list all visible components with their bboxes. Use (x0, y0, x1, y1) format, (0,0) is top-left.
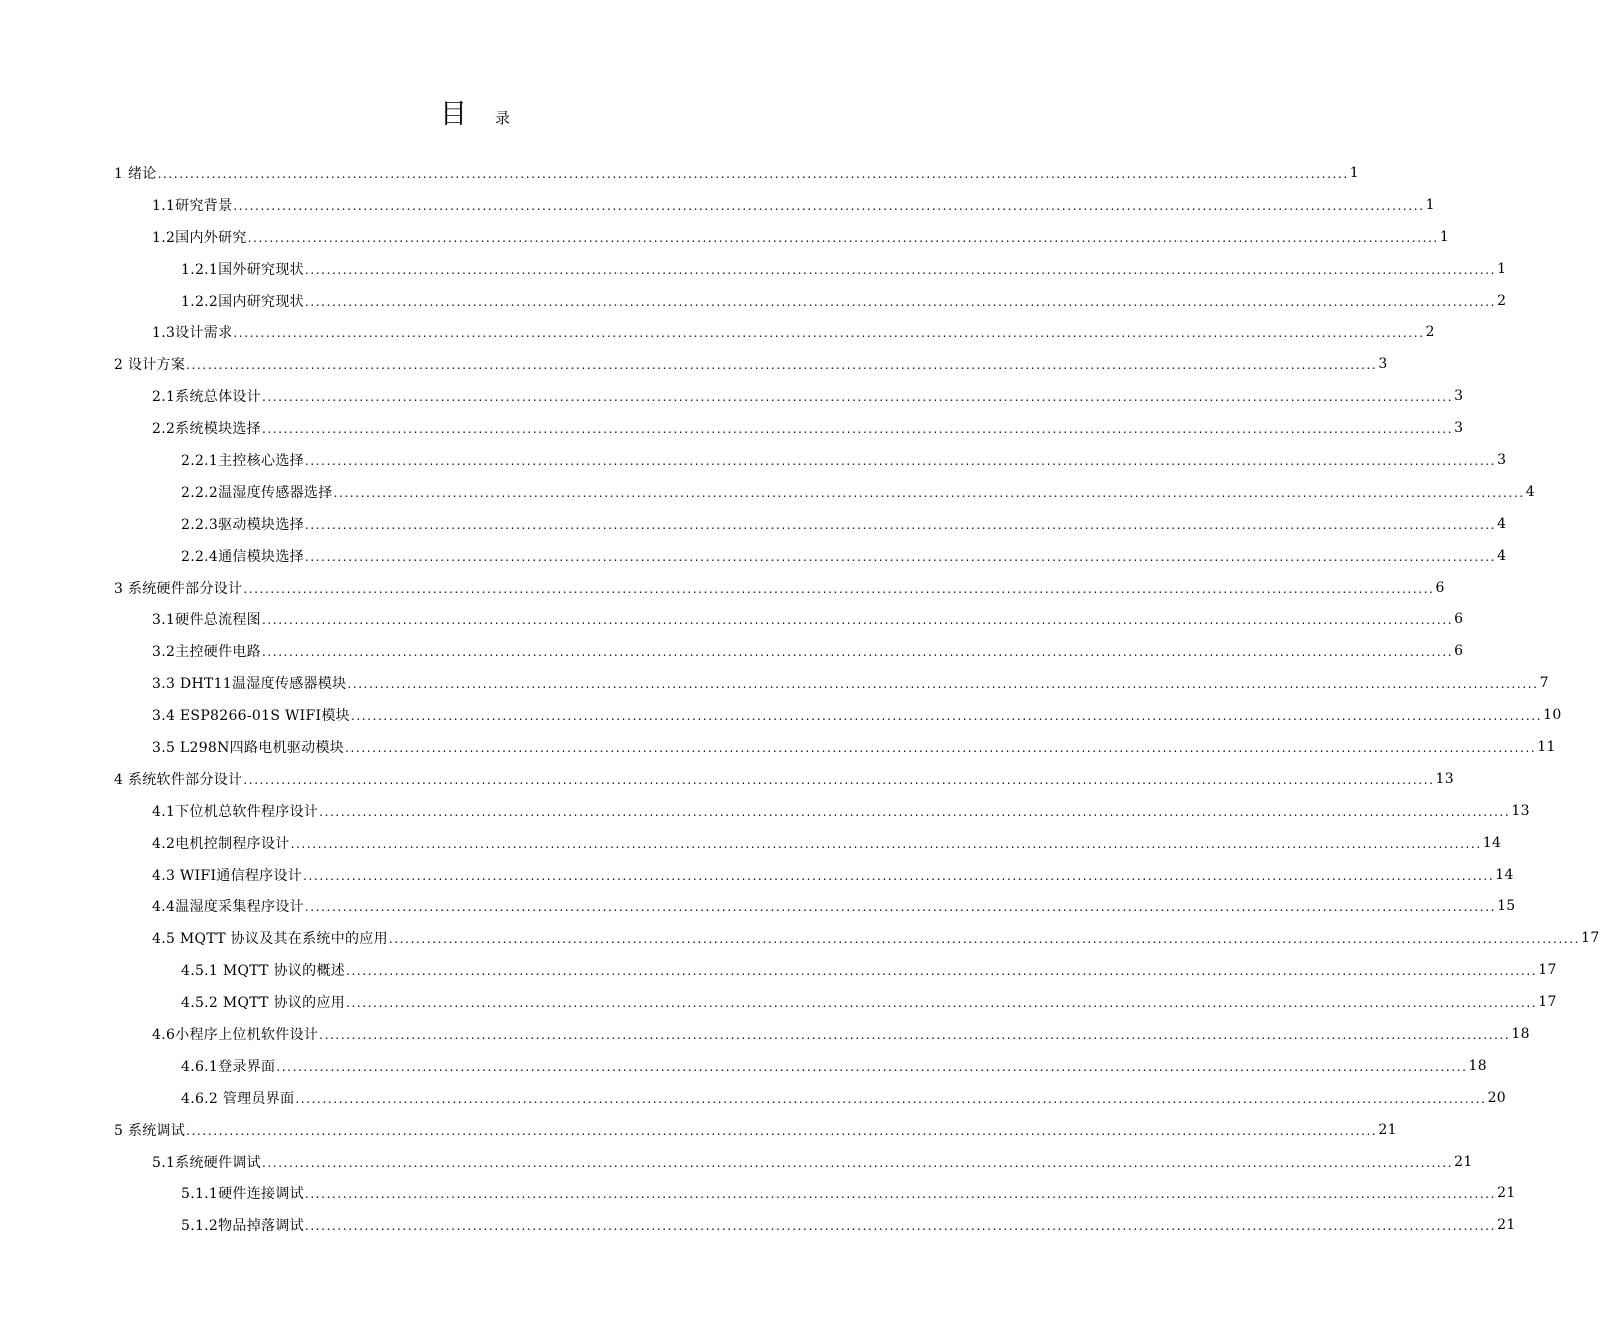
toc-entry-title: 4.6.2 管理员界面 (181, 1090, 295, 1107)
toc-entry-title: 1.2.1国外研究现状 (181, 261, 304, 278)
toc-entry-title: 3 系统硬件部分设计 (114, 580, 243, 597)
toc-dot-leader: ............................................................................................................................................................................................................................ (243, 772, 1435, 787)
toc-dot-leader: ............................................................................................................................................................................................................................ (346, 964, 1538, 979)
toc-entry-title: 5.1.1硬件连接调试 (181, 1186, 304, 1203)
toc-page-number: 17 (1538, 962, 1557, 979)
toc-page-number: 3 (1497, 451, 1507, 468)
toc-entry-level-3[interactable] (0, 1082, 1506, 1114)
toc-entry-level-2[interactable] (0, 189, 1435, 221)
toc-entry-level-3[interactable] (0, 444, 1507, 476)
toc-dot-leader: ............................................................................................................................................................................................................................ (304, 1187, 1497, 1202)
toc-entry-title: 4.2电机控制程序设计 (152, 835, 290, 852)
toc-entry-title: 1.3设计需求 (152, 325, 233, 342)
toc-dot-leader: ............................................................................................................................................................................................................................ (243, 581, 1435, 596)
toc-page-number: 3 (1454, 388, 1464, 405)
toc-page-number: 6 (1435, 579, 1445, 596)
toc-entry-level-1[interactable] (0, 572, 1445, 604)
toc-entry-level-2[interactable] (0, 890, 1516, 922)
toc-entry-level-3[interactable] (0, 476, 1535, 508)
toc-page-number: 2 (1425, 324, 1435, 341)
title-char-big: 目 (439, 99, 467, 130)
toc-page-number: 4 (1497, 515, 1507, 532)
toc-entry-level-3[interactable] (0, 285, 1507, 317)
toc-page-number: 7 (1539, 675, 1549, 692)
toc-dot-leader: ............................................................................................................................................................................................................................ (333, 485, 1525, 500)
toc-entry-title: 2.2.3驱动模块选择 (181, 516, 304, 533)
toc-entry-title: 4.5.1 MQTT 协议的概述 (181, 963, 346, 980)
toc-page-number: 17 (1581, 930, 1600, 947)
toc-entry-level-3[interactable] (0, 1050, 1487, 1082)
toc-entry-title: 3.1硬件总流程图 (152, 612, 261, 629)
toc-page-number: 14 (1495, 866, 1514, 883)
toc-entry-level-2[interactable] (0, 380, 1464, 412)
toc-dot-leader: ............................................................................................................................................................................................................................ (233, 326, 1425, 341)
toc-dot-leader: ............................................................................................................................................................................................................................ (261, 390, 1454, 405)
toc-entry-title: 1.2.2国内研究现状 (181, 293, 304, 310)
toc-entry-level-2[interactable] (0, 412, 1464, 444)
toc-entry-title: 5.1.2物品掉落调试 (181, 1218, 304, 1235)
toc-entry-level-2[interactable] (0, 635, 1464, 667)
toc-dot-leader: ............................................................................................................................................................................................................................ (304, 517, 1497, 532)
toc-entry-level-2[interactable] (0, 795, 1530, 827)
toc-page-number: 15 (1497, 898, 1516, 915)
toc-entry-title: 3.5 L298N四路电机驱动模块 (152, 739, 345, 756)
toc-dot-leader: ............................................................................................................................................................................................................................ (350, 709, 1543, 724)
toc-entry-title: 3.3 DHT11温湿度传感器模块 (152, 676, 347, 693)
toc-entry-level-2[interactable] (0, 667, 1549, 699)
toc-entry-title: 3.2主控硬件电路 (152, 644, 261, 661)
toc-entry-level-2[interactable] (0, 699, 1562, 731)
toc-entry-level-1[interactable] (0, 1114, 1397, 1146)
table-of-contents (0, 157, 1600, 1241)
toc-dot-leader: ............................................................................................................................................................................................................................ (261, 1155, 1454, 1170)
toc-entry-level-3[interactable] (0, 954, 1557, 986)
toc-dot-leader: ............................................................................................................................................................................................................................ (303, 868, 1495, 883)
toc-entry-level-1[interactable] (0, 348, 1388, 380)
toc-dot-leader: ............................................................................................................................................................................................................................ (345, 740, 1537, 755)
toc-entry-level-2[interactable] (0, 316, 1435, 348)
toc-page-number: 20 (1487, 1089, 1506, 1106)
toc-page-number: 13 (1435, 770, 1454, 787)
toc-entry-title: 1 绪论 (114, 165, 157, 182)
toc-page-number: 6 (1454, 643, 1464, 660)
toc-entry-level-2[interactable] (0, 1018, 1530, 1050)
toc-entry-title: 4.6小程序上位机软件设计 (152, 1026, 319, 1043)
toc-page-number: 3 (1454, 420, 1464, 437)
toc-dot-leader: ............................................................................................................................................................................................................................ (261, 422, 1454, 437)
toc-page-number: 4 (1525, 483, 1535, 500)
toc-entry-level-3[interactable] (0, 1209, 1516, 1241)
page-title (0, 92, 950, 131)
toc-entry-title: 2.2.2温湿度传感器选择 (181, 484, 333, 501)
title-char-small: 录 (494, 109, 510, 127)
toc-page-number: 6 (1454, 611, 1464, 628)
toc-dot-leader: ............................................................................................................................................................................................................................ (388, 932, 1581, 947)
toc-dot-leader: ............................................................................................................................................................................................................................ (261, 645, 1454, 660)
toc-page-number: 18 (1468, 1057, 1487, 1074)
toc-entry-title: 3.4 ESP8266-01S WIFI模块 (152, 708, 350, 725)
toc-dot-leader: ............................................................................................................................................................................................................................ (304, 1219, 1497, 1234)
toc-entry-level-3[interactable] (0, 986, 1557, 1018)
toc-entry-title: 4.5 MQTT 协议及其在系统中的应用 (152, 931, 388, 948)
toc-entry-level-2[interactable] (0, 859, 1514, 891)
toc-entry-level-2[interactable] (0, 922, 1600, 954)
toc-page-number: 21 (1378, 1121, 1397, 1138)
toc-dot-leader: ............................................................................................................................................................................................................................ (304, 900, 1497, 915)
toc-dot-leader: ............................................................................................................................................................................................................................ (186, 1123, 1378, 1138)
toc-entry-title: 1.1研究背景 (152, 197, 233, 214)
toc-dot-leader: ............................................................................................................................................................................................................................ (304, 453, 1497, 468)
toc-dot-leader: ............................................................................................................................................................................................................................ (319, 804, 1511, 819)
toc-dot-leader: ............................................................................................................................................................................................................................ (157, 166, 1349, 181)
toc-page-number: 4 (1497, 547, 1507, 564)
toc-entry-level-3[interactable] (0, 253, 1507, 285)
toc-entry-level-3[interactable] (0, 508, 1507, 540)
toc-page-number: 13 (1511, 802, 1530, 819)
toc-dot-leader: ............................................................................................................................................................................................................................ (261, 613, 1454, 628)
toc-page-number: 1 (1349, 164, 1359, 181)
toc-dot-leader: ............................................................................................................................................................................................................................ (347, 677, 1539, 692)
toc-dot-leader: ............................................................................................................................................................................................................................ (276, 1059, 1468, 1074)
toc-page-number: 21 (1497, 1185, 1516, 1202)
toc-entry-level-2[interactable] (0, 1146, 1473, 1178)
toc-page-number: 14 (1482, 834, 1502, 851)
toc-entry-title: 2.2.1主控核心选择 (181, 452, 304, 469)
toc-entry-title: 2 设计方案 (114, 357, 186, 374)
toc-page-number: 11 (1537, 738, 1556, 755)
toc-page-number: 18 (1511, 1025, 1530, 1042)
toc-page-number: 1 (1497, 260, 1507, 277)
toc-dot-leader: ............................................................................................................................................................................................................................ (304, 294, 1497, 309)
toc-entry-level-3[interactable] (0, 1178, 1516, 1210)
toc-page-number: 10 (1543, 707, 1562, 724)
toc-page-number: 21 (1497, 1217, 1516, 1234)
toc-entry-level-1[interactable] (0, 157, 1359, 189)
toc-entry-title: 2.2系统模块选择 (152, 421, 261, 438)
toc-dot-leader: ............................................................................................................................................................................................................................ (295, 1091, 1487, 1106)
toc-entry-title: 4.4温湿度采集程序设计 (152, 899, 304, 916)
toc-entry-level-2[interactable] (0, 827, 1502, 859)
toc-page-number: 21 (1454, 1153, 1473, 1170)
toc-entry-title: 4.6.1登录界面 (181, 1058, 276, 1075)
toc-entry-title: 4.1下位机总软件程序设计 (152, 803, 319, 820)
toc-dot-leader: ............................................................................................................................................................................................................................ (186, 358, 1378, 373)
toc-entry-level-2[interactable] (0, 221, 1450, 253)
toc-dot-leader: ............................................................................................................................................................................................................................ (233, 198, 1425, 213)
toc-entry-level-2[interactable] (0, 731, 1556, 763)
toc-dot-leader: ............................................................................................................................................................................................................................ (319, 1027, 1511, 1042)
toc-page-number: 2 (1497, 292, 1507, 309)
toc-dot-leader: ............................................................................................................................................................................................................................ (346, 996, 1538, 1011)
toc-dot-leader: ............................................................................................................................................................................................................................ (290, 836, 1482, 851)
toc-entry-title: 2.1系统总体设计 (152, 389, 261, 406)
toc-entry-level-3[interactable] (0, 540, 1507, 572)
toc-page-number: 3 (1378, 356, 1388, 373)
toc-dot-leader: ............................................................................................................................................................................................................................ (304, 262, 1497, 277)
toc-entry-title: 1.2国内外研究 (152, 229, 247, 246)
toc-page-number: 1 (1425, 196, 1435, 213)
toc-entry-level-2[interactable] (0, 603, 1464, 635)
toc-dot-leader: ............................................................................................................................................................................................................................ (247, 230, 1439, 245)
toc-entry-title: 5.1系统硬件调试 (152, 1154, 261, 1171)
toc-entry-title: 2.2.4通信模块选择 (181, 548, 304, 565)
toc-entry-title: 4.3 WIFI通信程序设计 (152, 867, 303, 884)
toc-entry-title: 4.5.2 MQTT 协议的应用 (181, 995, 346, 1012)
toc-entry-title: 5 系统调试 (114, 1122, 186, 1139)
toc-entry-title: 4 系统软件部分设计 (114, 771, 243, 788)
toc-page-number: 17 (1538, 994, 1557, 1011)
toc-dot-leader: ............................................................................................................................................................................................................................ (304, 549, 1497, 564)
toc-page-number: 1 (1439, 228, 1450, 245)
toc-entry-level-1[interactable] (0, 763, 1454, 795)
